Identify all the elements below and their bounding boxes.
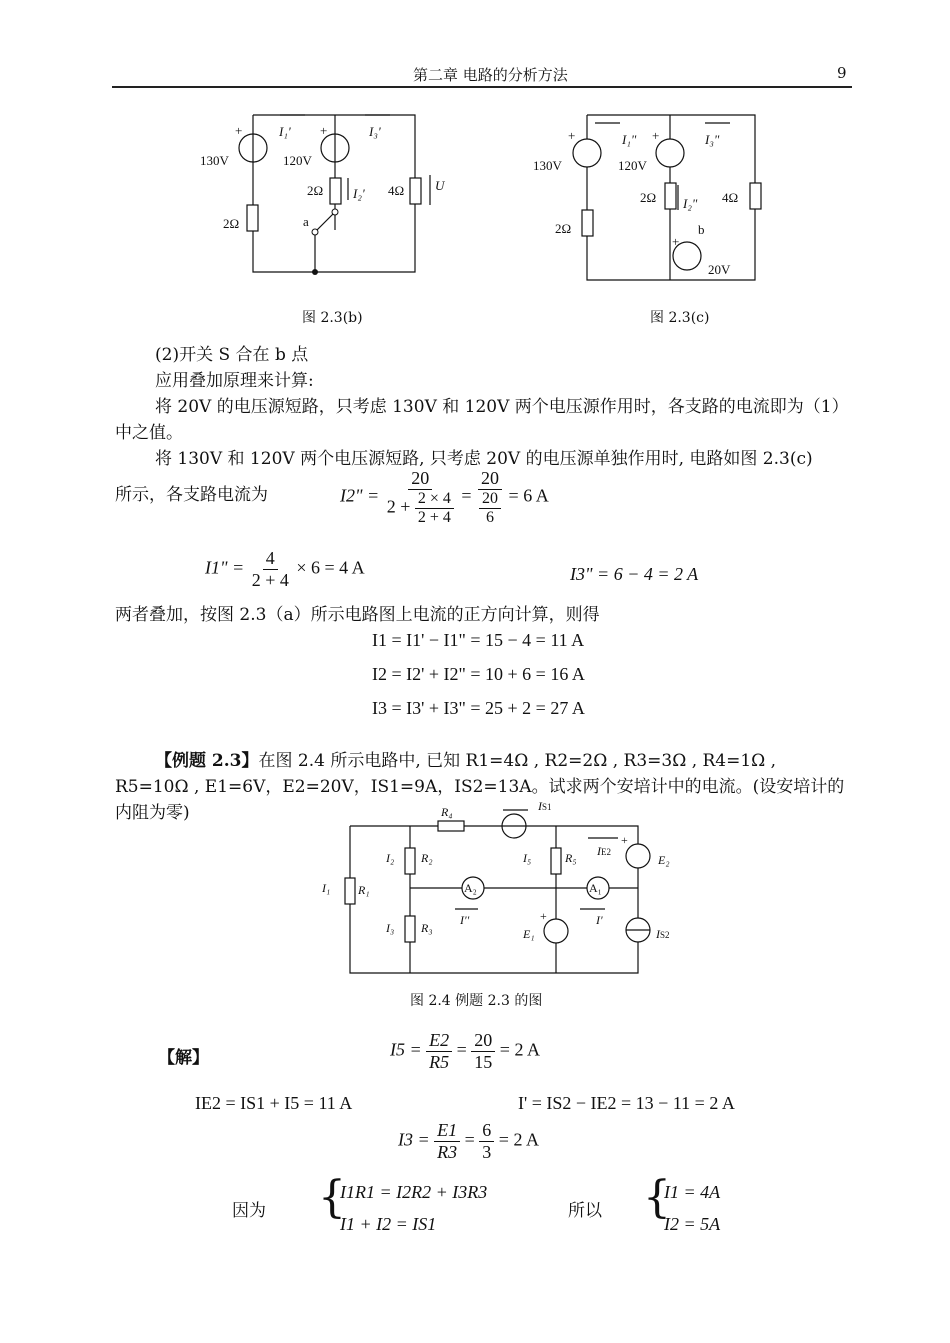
eq-iprime: I' = IS2 − IE2 = 13 − 11 = 2 A (518, 1093, 735, 1113)
svg-text:a: a (303, 214, 309, 229)
svg-text:R₄: R₄ (441, 805, 453, 819)
brace-left-1: { (318, 1172, 346, 1223)
example-tag: 【例题 2.3】 (155, 751, 259, 771)
svg-text:I₂': I₂' (353, 186, 365, 201)
svg-text:120V: 120V (283, 153, 312, 168)
header-rule (112, 86, 852, 88)
svg-text:A₁: A₁ (589, 881, 602, 895)
page-number: 9 (837, 64, 847, 82)
svg-text:2Ω: 2Ω (307, 183, 324, 198)
brace-left-2: { (643, 1172, 671, 1223)
svg-text:130V: 130V (533, 158, 562, 173)
svg-text:+: + (235, 123, 243, 138)
svg-text:IS1: IS1 (538, 799, 552, 813)
svg-text:A₂: A₂ (464, 881, 477, 895)
para-short-130-120: 将 130V 和 120V 两个电压源短路, 只考虑 20V 的电压源单独作用时, 电路如图 2.3(c) (155, 449, 813, 469)
svg-text:20V: 20V (708, 262, 731, 277)
svg-text:+: + (568, 128, 576, 143)
eq-i3pp: I3" = 6 − 4 = 2 A (570, 564, 699, 584)
svg-text:R₂: R₂ (421, 851, 433, 865)
svg-text:I₃": I₃" (705, 132, 720, 147)
svg-text:+: + (320, 123, 328, 138)
fig-2-3b-caption: 图 2.3(b) (302, 310, 363, 326)
svg-text:I₁: I₁ (322, 881, 331, 895)
svg-text:I₅: I₅ (523, 851, 532, 865)
para-switch-b: (2)开关 S 合在 b 点 (155, 345, 309, 365)
svg-text:E₁: E₁ (523, 927, 535, 941)
eq-ie2: IE2 = IS1 + I5 = 11 A (195, 1093, 353, 1113)
svg-text:b: b (698, 222, 705, 237)
eq-i2pp: I2" = 20 2 + $\frac{2 \times 4}{2 + 4}$ = $\frac{20}{\frac{20}{6}}$ = 6 A (340, 468, 549, 526)
figure-2-3b (195, 100, 450, 280)
svg-text:120V: 120V (618, 158, 647, 173)
eq-sys2-b: I2 = 5A (664, 1214, 721, 1234)
svg-text:IS2: IS2 (656, 927, 670, 941)
because-label: 因为 (232, 1201, 266, 1221)
svg-text:2Ω: 2Ω (640, 190, 657, 205)
eq-sys1-a: I1R1 = I2R2 + I3R3 (340, 1182, 488, 1202)
svg-text:+: + (672, 234, 680, 249)
svg-text:I': I' (596, 913, 603, 927)
svg-text:U: U (435, 178, 445, 193)
svg-text:IE2: IE2 (597, 844, 611, 858)
svg-text:I₁': I₁' (279, 124, 291, 139)
svg-text:E₂: E₂ (658, 853, 670, 867)
svg-text:4Ω: 4Ω (722, 190, 739, 205)
eq-sys2-a: I1 = 4A (664, 1182, 721, 1202)
eq-sum-i3: I3 = I3' + I3" = 25 + 2 = 27 A (372, 698, 585, 718)
chapter-header: 第二章 电路的分析方法 (413, 66, 568, 84)
fig-2-4-caption: 图 2.4 例题 2.3 的图 (410, 993, 543, 1009)
svg-text:I₂": I₂" (683, 196, 698, 211)
eq-sum-i1: I1 = I1' − I1" = 15 − 4 = 11 A (372, 630, 585, 650)
svg-text:130V: 130V (200, 153, 229, 168)
example-body: 在图 2.4 所示电路中, 已知 R1=4Ω , R2=2Ω , R3=3Ω , R4=1Ω , R5=10Ω , E1=6V，E2=20V，IS1=9A，IS2=13A。试求两个安培计中的电流。(设安培计的内阻为零) (115, 751, 845, 823)
para-sum: 两者叠加，按图 2.3（a）所示电路图上电流的正方向计算，则得 (115, 605, 600, 625)
solution-tag: 【解】 (158, 1048, 209, 1068)
eq-i3: I3 = $\frac{E1}{R3}$ = $\frac{6}{3}$ = 2 A (398, 1120, 539, 1162)
figure-2-4 (318, 798, 698, 980)
svg-text:2Ω: 2Ω (223, 216, 240, 231)
eq-i5: I5 = $\frac{E2}{R5}$ = $\frac{20}{15}$ = 2 A (390, 1030, 540, 1072)
svg-text:R₁: R₁ (358, 883, 370, 897)
svg-text:+: + (540, 909, 547, 923)
therefore-label: 所以 (568, 1201, 602, 1221)
svg-text:R₃: R₃ (421, 921, 433, 935)
svg-text:I₃: I₃ (386, 921, 395, 935)
svg-text:I₃': I₃' (369, 124, 381, 139)
para-short-20v: 将 20V 的电压源短路，只考虑 130V 和 120V 两个电压源作用时，各支路的电流即为（1）中之值。 (115, 397, 849, 443)
para-superposition: 应用叠加原理来计算: (155, 371, 314, 391)
svg-text:I₁": I₁" (622, 132, 637, 147)
para-branch-currents: 所示，各支路电流为 (115, 485, 268, 505)
eq-i1pp: I1" = $\frac{4}{2 + 4}$ × 6 = 4 A (205, 548, 365, 590)
svg-text:I₂: I₂ (386, 851, 395, 865)
svg-text:I'': I'' (460, 913, 470, 927)
svg-text:R₅: R₅ (565, 851, 577, 865)
eq-sys1-b: I1 + I2 = IS1 (340, 1214, 437, 1234)
figure-2-3c (530, 100, 790, 290)
svg-text:+: + (621, 833, 628, 847)
svg-text:4Ω: 4Ω (388, 183, 405, 198)
svg-text:+: + (652, 128, 660, 143)
eq-sum-i2: I2 = I2' + I2" = 10 + 6 = 16 A (372, 664, 585, 684)
fig-2-3c-caption: 图 2.3(c) (650, 310, 710, 326)
svg-text:2Ω: 2Ω (555, 221, 572, 236)
